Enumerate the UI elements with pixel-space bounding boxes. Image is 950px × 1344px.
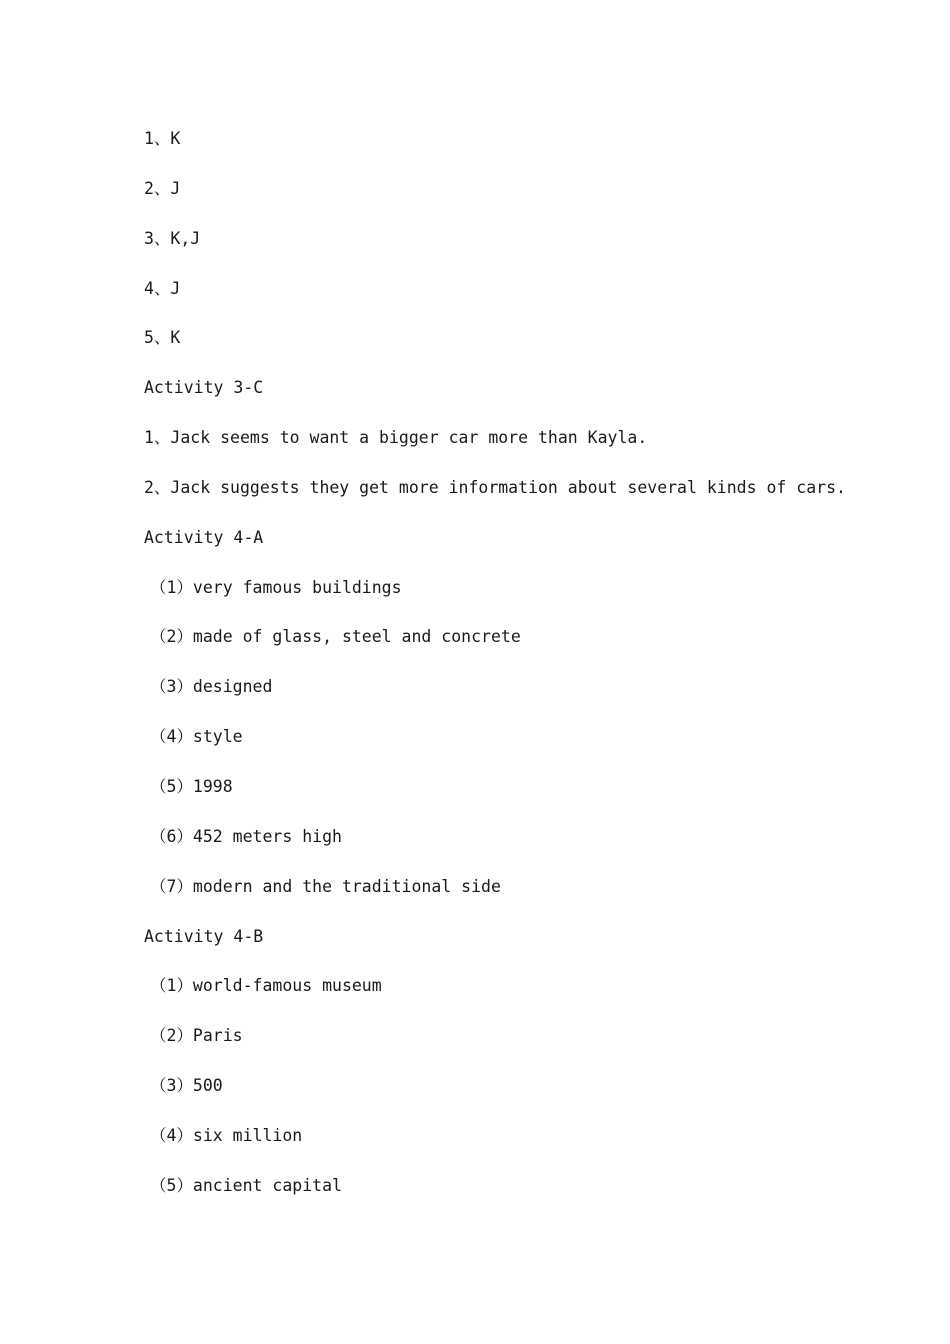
blank-answer: （3）500 <box>150 1076 223 1096</box>
answer-line: 5、K <box>144 328 181 348</box>
answer-lines <box>144 127 864 1224</box>
answer-line: 4、J <box>144 278 181 298</box>
blank-answer: （3）designed <box>150 677 273 697</box>
blank-answer: （5）ancient capital <box>150 1175 342 1195</box>
section-heading: Activity 4-B <box>144 926 264 946</box>
blank-answer: （4）six million <box>150 1125 303 1145</box>
blank-answer: （1）world-famous museum <box>150 976 382 996</box>
blank-answer: （2）Paris <box>150 1026 243 1046</box>
blank-answer: （1）very famous buildings <box>150 577 402 597</box>
answer-line: 1、Jack seems to want a bigger car more than Kayla. <box>144 428 648 448</box>
answer-line: 3、K,J <box>144 228 201 248</box>
blank-answer: （7）modern and the traditional side <box>150 876 501 896</box>
answer-line: 2、J <box>144 178 181 198</box>
section-heading: Activity 3-C <box>144 378 264 398</box>
answer-line: 2、Jack suggests they get more information about several kinds of cars. <box>144 477 846 497</box>
blank-answer: （4）style <box>150 727 243 747</box>
blank-answer: （2）made of glass, steel and concrete <box>150 627 521 647</box>
blank-answer: （6）452 meters high <box>150 826 342 846</box>
section-heading: Activity 4-A <box>144 527 264 547</box>
blank-answer: （5）1998 <box>150 776 233 796</box>
answer-line: 1、K <box>144 129 181 148</box>
